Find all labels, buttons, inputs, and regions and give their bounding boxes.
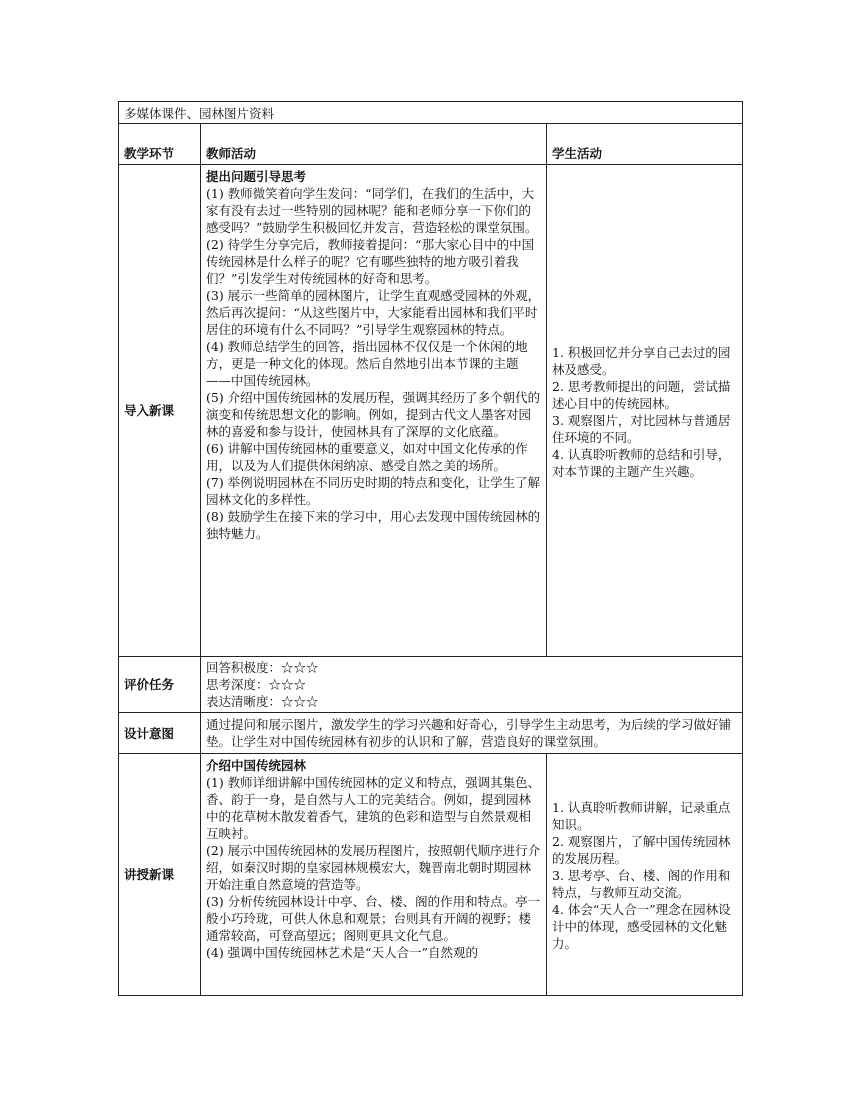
intro-teacher-item: (1) 教师微笑着向学生发问：“同学们，在我们的生活中，大家有没有去过一些特别的园林呢？能和老师分享一下你们的感受吗？”鼓励学生积极回忆并发言，营造轻松的课堂氛围。 xyxy=(206,186,538,235)
teaching-teacher-item: (3) 分析传统园林设计中亭、台、楼、阁的作用和特点。亭一般小巧玲珑，可供人休息和观景；台则具有开阔的视野；楼通常较高，可登高望远；阁则更具文化气息。 xyxy=(206,894,541,943)
lesson-plan-table xyxy=(118,101,743,996)
teaching-student-item: 4. 体会“天人合一”理念在园林设计中的体现，感受园林的文化魅力。 xyxy=(552,902,731,951)
design-intent-text: 通过提问和展示图片，激发学生的学习兴趣和好奇心，引导学生主动思考，为后续的学习做好铺垫。让学生对中国传统园林有初步的认识和了解，营造良好的课堂氛围。 xyxy=(201,713,743,754)
intro-teacher-item: (7) 举例说明园林在不同历史时期的特点和变化，让学生了解园林文化的多样性。 xyxy=(206,475,541,507)
evaluation-item: 表达清晰度：☆☆☆ xyxy=(206,694,319,709)
intro-teacher-item: (6) 讲解中国传统园林的重要意义，如对中国文化传承的作用，以及为人们提供休闲纳凉、感受自然之美的场所。 xyxy=(206,441,528,473)
intro-teacher-item: (3) 展示一些简单的园林图片，让学生直观感受园林的外观，然后再次提问：“从这些图片中，大家能看出园林和我们平时居住的环境有什么不同吗？”引导学生观察园林的特点。 xyxy=(206,288,541,337)
teaching-teacher-item: (4) 强调中国传统园林艺术是“天人合一”自然观的 xyxy=(206,945,478,960)
intro-student-item: 4. 认真聆听教师的总结和引导，对本节课的主题产生兴趣。 xyxy=(552,446,731,479)
evaluation-item: 回答积极度：☆☆☆ xyxy=(206,660,319,675)
intro-teacher-item: (5) 介绍中国传统园林的发展历程，强调其经历了多个朝代的演变和传统思想文化的影响。例如，提到古代文人墨客对园林的喜爱和参与设计，使园林具有了深厚的文化底蕴。 xyxy=(206,390,541,439)
intro-student-item: 1. 积极回忆并分享自己去过的园林及感受。 xyxy=(552,344,731,377)
evaluation-items xyxy=(201,657,743,713)
intro-teacher-item: (2) 待学生分享完后，教师接着提问：“那大家心目中的中国传统园林是什么样子的呢？它有哪些独特的地方吸引着我们？”引发学生对传统园林的好奇和思考。 xyxy=(206,237,535,286)
intro-section-title: 提出问题引导思考 xyxy=(206,169,307,184)
design-stage-label: 设计意图 xyxy=(119,713,201,754)
intro-teacher-item: (4) 教师总结学生的回答，指出园林不仅仅是一个休闲的地方，更是一种文化的体现。然后自然地引出本节课的主题——中国传统园林。 xyxy=(206,339,528,388)
intro-student-item: 2. 思考教师提出的问题，尝试描述心目中的传统园林。 xyxy=(552,378,731,411)
teaching-student-item: 2. 观察图片，了解中国传统园林的发展历程。 xyxy=(552,834,731,866)
header-row xyxy=(119,124,743,165)
header-teacher: 教师活动 xyxy=(201,124,547,165)
resources-text: 多媒体课件、园林图片资料 xyxy=(119,102,743,124)
intro-student-item: 3. 观察图片，对比园林与普通居住环境的不同。 xyxy=(552,412,731,445)
teaching-section-title: 介绍中国传统园林 xyxy=(206,758,307,773)
intro-row xyxy=(119,165,743,657)
teaching-teacher-item: (2) 展示中国传统园林的发展历程图片，按照朝代顺序进行介绍，如秦汉时期的皇家园林规模宏大，魏晋南北朝时期园林开始注重自然意境的营造等。 xyxy=(206,843,541,892)
teaching-teacher-item: (1) 教师详细讲解中国传统园林的定义和特点，强调其集色、香、韵于一身，是自然与人工的完美结合。例如，提到园林中的花草树木散发着香气，建筑的色彩和造型与自然景观相互映衬。 xyxy=(206,775,541,841)
evaluation-row xyxy=(119,657,743,713)
evaluation-stage-label: 评价任务 xyxy=(119,657,201,713)
teaching-student-item: 1. 认真聆听教师讲解，记录重点知识。 xyxy=(552,800,731,832)
intro-stage-label: 导入新课 xyxy=(119,165,201,657)
header-stage: 教学环节 xyxy=(119,124,201,165)
header-student: 学生活动 xyxy=(547,124,743,165)
teaching-row xyxy=(119,754,743,996)
resources-row xyxy=(119,102,743,124)
teaching-student-activity xyxy=(547,754,743,996)
intro-teacher-activity xyxy=(201,165,547,657)
design-row xyxy=(119,713,743,754)
teaching-teacher-activity xyxy=(201,754,547,996)
teaching-student-item: 3. 思考亭、台、楼、阁的作用和特点，与教师互动交流。 xyxy=(552,868,731,900)
evaluation-item: 思考深度：☆☆☆ xyxy=(206,677,307,692)
teaching-stage-label: 讲授新课 xyxy=(119,754,201,996)
intro-student-activity xyxy=(547,165,743,657)
intro-teacher-item: (8) 鼓励学生在接下来的学习中，用心去发现中国传统园林的独特魅力。 xyxy=(206,509,541,541)
